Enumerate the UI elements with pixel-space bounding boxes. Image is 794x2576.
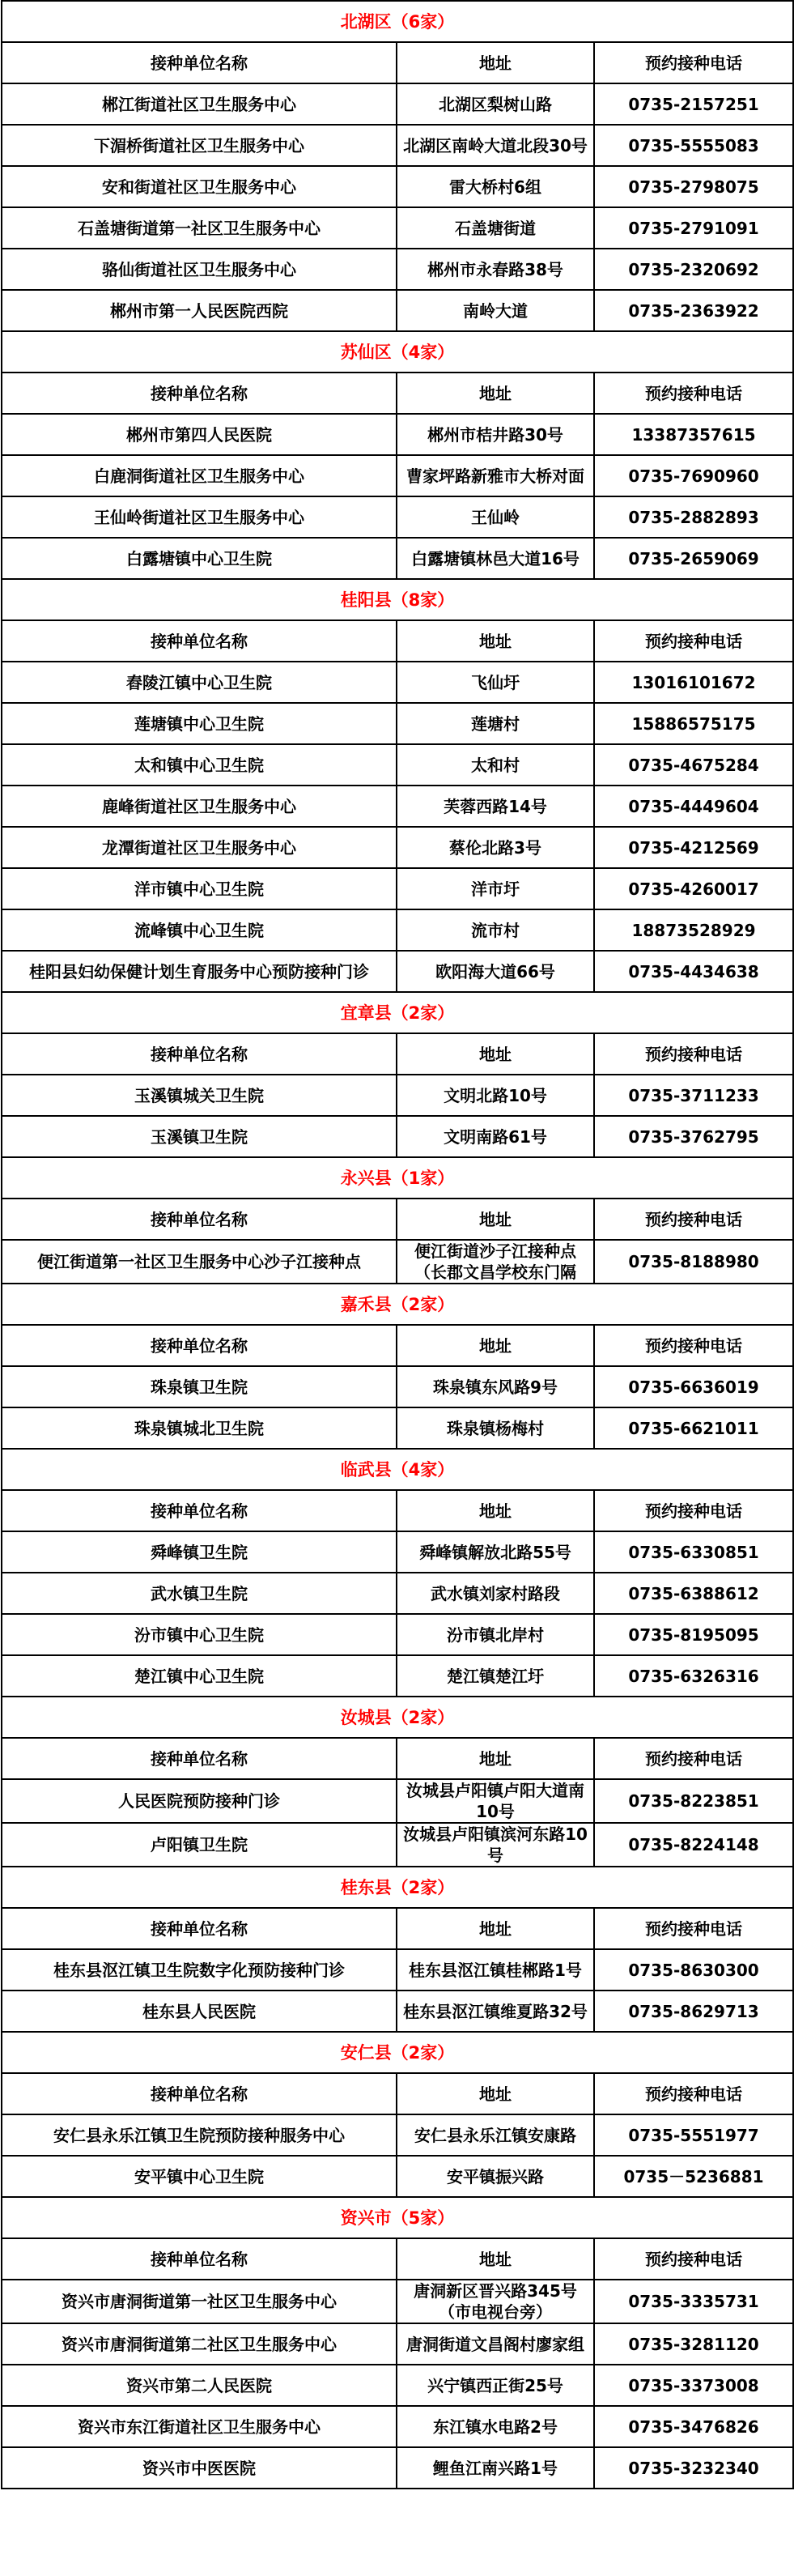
- address-cell: 汾市镇北岸村: [397, 1614, 594, 1655]
- section-title-row: [2, 1449, 793, 1490]
- header-phone: 预约接种电话: [594, 1325, 793, 1366]
- unit-name-cell: 下湄桥街道社区卫生服务中心: [2, 125, 397, 166]
- header-phone: 预约接种电话: [594, 1908, 793, 1949]
- address-cell: 唐洞新区晋兴路345号（市电视台旁）: [397, 2280, 594, 2323]
- header-address: 地址: [397, 620, 594, 662]
- phone-cell: 0735-3335731: [594, 2280, 793, 2323]
- address-cell: 武水镇刘家村路段: [397, 1573, 594, 1614]
- section-title: 北湖区（6家）: [2, 1, 793, 42]
- address-cell: 唐洞街道文昌阁村廖家组: [397, 2323, 594, 2365]
- phone-cell: 0735－5236881: [594, 2156, 793, 2197]
- unit-name-cell: 安仁县永乐江镇卫生院预防接种服务中心: [2, 2114, 397, 2156]
- phone-cell: 0735-8224148: [594, 1823, 793, 1867]
- header-unit: 接种单位名称: [2, 1908, 397, 1949]
- address-cell: 兴宁镇西正街25号: [397, 2365, 594, 2406]
- unit-name-cell: 安和街道社区卫生服务中心: [2, 166, 397, 207]
- section-title: 桂阳县（8家）: [2, 579, 793, 620]
- table-row: [2, 2323, 793, 2365]
- address-cell: 洋市圩: [397, 868, 594, 909]
- unit-name-cell: 舜峰镇卫生院: [2, 1531, 397, 1573]
- header-row: [2, 2073, 793, 2114]
- phone-cell: 13016101672: [594, 662, 793, 703]
- address-cell: 汝城县卢阳镇卢阳大道南10号: [397, 1779, 594, 1823]
- table-row: [2, 1991, 793, 2032]
- unit-name-cell: 便江街道第一社区卫生服务中心沙子江接种点: [2, 1240, 397, 1284]
- address-cell: 欧阳海大道66号: [397, 951, 594, 992]
- unit-name-cell: 石盖塘街道第一社区卫生服务中心: [2, 207, 397, 249]
- phone-cell: 0735-3711233: [594, 1075, 793, 1116]
- unit-name-cell: 资兴市唐洞街道第一社区卫生服务中心: [2, 2280, 397, 2323]
- phone-cell: 0735-6330851: [594, 1531, 793, 1573]
- phone-cell: 0735-3232340: [594, 2447, 793, 2489]
- table-row: [2, 1779, 793, 1823]
- table-row: [2, 1614, 793, 1655]
- phone-cell: 0735-6388612: [594, 1573, 793, 1614]
- address-cell: 珠泉镇杨梅村: [397, 1407, 594, 1449]
- header-address: 地址: [397, 1490, 594, 1531]
- section-title-row: [2, 1, 793, 42]
- address-cell: 珠泉镇东风路9号: [397, 1366, 594, 1407]
- table-row: [2, 2406, 793, 2447]
- header-row: [2, 42, 793, 83]
- table-row: [2, 786, 793, 827]
- unit-name-cell: 卢阳镇卫生院: [2, 1823, 397, 1867]
- header-phone: 预约接种电话: [594, 2238, 793, 2280]
- unit-name-cell: 安平镇中心卫生院: [2, 2156, 397, 2197]
- header-phone: 预约接种电话: [594, 1490, 793, 1531]
- phone-cell: 0735-3762795: [594, 1116, 793, 1157]
- section-title: 资兴市（5家）: [2, 2197, 793, 2238]
- phone-cell: 0735-5555083: [594, 125, 793, 166]
- unit-name-cell: 玉溪镇城关卫生院: [2, 1075, 397, 1116]
- phone-cell: 0735-2157251: [594, 83, 793, 125]
- unit-name-cell: 人民医院预防接种门诊: [2, 1779, 397, 1823]
- header-unit: 接种单位名称: [2, 42, 397, 83]
- header-address: 地址: [397, 42, 594, 83]
- table-row: [2, 83, 793, 125]
- phone-cell: 0735-8195095: [594, 1614, 793, 1655]
- unit-name-cell: 玉溪镇卫生院: [2, 1116, 397, 1157]
- unit-name-cell: 洋市镇中心卫生院: [2, 868, 397, 909]
- header-row: [2, 1033, 793, 1075]
- unit-name-cell: 桂东县人民医院: [2, 1991, 397, 2032]
- table-row: [2, 1407, 793, 1449]
- address-cell: 安仁县永乐江镇安康路: [397, 2114, 594, 2156]
- address-cell: 太和村: [397, 744, 594, 786]
- unit-name-cell: 楚江镇中心卫生院: [2, 1655, 397, 1697]
- table-row: [2, 1075, 793, 1116]
- unit-name-cell: 莲塘镇中心卫生院: [2, 703, 397, 744]
- section-title-row: [2, 1867, 793, 1908]
- header-unit: 接种单位名称: [2, 1490, 397, 1531]
- header-phone: 预约接种电话: [594, 1738, 793, 1779]
- phone-cell: 0735-6636019: [594, 1366, 793, 1407]
- address-cell: 郴州市永春路38号: [397, 249, 594, 290]
- header-unit: 接种单位名称: [2, 1738, 397, 1779]
- phone-cell: 0735-8630300: [594, 1949, 793, 1991]
- header-phone: 预约接种电话: [594, 620, 793, 662]
- table-row: [2, 744, 793, 786]
- section-title: 桂东县（2家）: [2, 1867, 793, 1908]
- unit-name-cell: 太和镇中心卫生院: [2, 744, 397, 786]
- phone-cell: 0735-3476826: [594, 2406, 793, 2447]
- table-row: [2, 1823, 793, 1867]
- header-phone: 预约接种电话: [594, 2073, 793, 2114]
- unit-name-cell: 资兴市第二人民医院: [2, 2365, 397, 2406]
- section-title-row: [2, 1284, 793, 1325]
- table-row: [2, 1240, 793, 1284]
- header-unit: 接种单位名称: [2, 620, 397, 662]
- header-row: [2, 1325, 793, 1366]
- phone-cell: 0735-6326316: [594, 1655, 793, 1697]
- unit-name-cell: 郴州市第四人民医院: [2, 414, 397, 455]
- address-cell: 王仙岭: [397, 496, 594, 538]
- section-title-row: [2, 1697, 793, 1738]
- table-row: [2, 868, 793, 909]
- phone-cell: 0735-5551977: [594, 2114, 793, 2156]
- header-address: 地址: [397, 2238, 594, 2280]
- address-cell: 曹家坪路新雅市大桥对面: [397, 455, 594, 496]
- header-address: 地址: [397, 1738, 594, 1779]
- phone-cell: 0735-4434638: [594, 951, 793, 992]
- phone-cell: 0735-8629713: [594, 1991, 793, 2032]
- phone-cell: 15886575175: [594, 703, 793, 744]
- header-row: [2, 1490, 793, 1531]
- address-cell: 白露塘镇林邑大道16号: [397, 538, 594, 579]
- table-row: [2, 166, 793, 207]
- unit-name-cell: 白露塘镇中心卫生院: [2, 538, 397, 579]
- table-row: [2, 1531, 793, 1573]
- phone-cell: 0735-2882893: [594, 496, 793, 538]
- phone-cell: 0735-8188980: [594, 1240, 793, 1284]
- table-row: [2, 2280, 793, 2323]
- section-title-row: [2, 2032, 793, 2073]
- header-phone: 预约接种电话: [594, 373, 793, 414]
- section-title-row: [2, 331, 793, 373]
- unit-name-cell: 郴江街道社区卫生服务中心: [2, 83, 397, 125]
- address-cell: 北湖区南岭大道北段30号: [397, 125, 594, 166]
- section-title: 汝城县（2家）: [2, 1697, 793, 1738]
- address-cell: 流市村: [397, 909, 594, 951]
- phone-cell: 0735-4675284: [594, 744, 793, 786]
- unit-name-cell: 武水镇卫生院: [2, 1573, 397, 1614]
- table-row: [2, 538, 793, 579]
- address-cell: 莲塘村: [397, 703, 594, 744]
- header-unit: 接种单位名称: [2, 373, 397, 414]
- address-cell: 南岭大道: [397, 290, 594, 331]
- header-row: [2, 1199, 793, 1240]
- address-cell: 石盖塘街道: [397, 207, 594, 249]
- unit-name-cell: 王仙岭街道社区卫生服务中心: [2, 496, 397, 538]
- table-row: [2, 2156, 793, 2197]
- header-phone: 预约接种电话: [594, 42, 793, 83]
- phone-cell: 0735-2320692: [594, 249, 793, 290]
- header-row: [2, 2238, 793, 2280]
- table-row: [2, 1366, 793, 1407]
- unit-name-cell: 流峰镇中心卫生院: [2, 909, 397, 951]
- table-row: [2, 827, 793, 868]
- section-title: 嘉禾县（2家）: [2, 1284, 793, 1325]
- phone-cell: 0735-4449604: [594, 786, 793, 827]
- unit-name-cell: 汾市镇中心卫生院: [2, 1614, 397, 1655]
- table-row: [2, 703, 793, 744]
- phone-cell: 13387357615: [594, 414, 793, 455]
- header-address: 地址: [397, 1325, 594, 1366]
- header-address: 地址: [397, 2073, 594, 2114]
- address-cell: 安平镇振兴路: [397, 2156, 594, 2197]
- header-address: 地址: [397, 1199, 594, 1240]
- section-title-row: [2, 992, 793, 1033]
- table-row: [2, 1573, 793, 1614]
- table-row: [2, 1949, 793, 1991]
- phone-cell: 18873528929: [594, 909, 793, 951]
- unit-name-cell: 资兴市唐洞街道第二社区卫生服务中心: [2, 2323, 397, 2365]
- unit-name-cell: 桂东县沤江镇卫生院数字化预防接种门诊: [2, 1949, 397, 1991]
- section-title-row: [2, 1157, 793, 1199]
- table-row: [2, 2447, 793, 2489]
- header-phone: 预约接种电话: [594, 1199, 793, 1240]
- unit-name-cell: 骆仙街道社区卫生服务中心: [2, 249, 397, 290]
- header-unit: 接种单位名称: [2, 1199, 397, 1240]
- table-row: [2, 951, 793, 992]
- header-unit: 接种单位名称: [2, 1325, 397, 1366]
- address-cell: 桂东县沤江镇桂郴路1号: [397, 1949, 594, 1991]
- address-cell: 文明北路10号: [397, 1075, 594, 1116]
- table-row: [2, 1116, 793, 1157]
- header-phone: 预约接种电话: [594, 1033, 793, 1075]
- phone-cell: 0735-4212569: [594, 827, 793, 868]
- header-row: [2, 1738, 793, 1779]
- address-cell: 蔡伦北路3号: [397, 827, 594, 868]
- unit-name-cell: 珠泉镇城北卫生院: [2, 1407, 397, 1449]
- phone-cell: 0735-3373008: [594, 2365, 793, 2406]
- address-cell: 舜峰镇解放北路55号: [397, 1531, 594, 1573]
- unit-name-cell: 白鹿洞街道社区卫生服务中心: [2, 455, 397, 496]
- section-title-row: [2, 2197, 793, 2238]
- section-title: 宜章县（2家）: [2, 992, 793, 1033]
- header-unit: 接种单位名称: [2, 1033, 397, 1075]
- address-cell: 文明南路61号: [397, 1116, 594, 1157]
- vaccination-sites-table: [1, 0, 794, 2489]
- section-title-row: [2, 579, 793, 620]
- header-address: 地址: [397, 1033, 594, 1075]
- address-cell: 鲤鱼江南兴路1号: [397, 2447, 594, 2489]
- table-row: [2, 207, 793, 249]
- table-row: [2, 414, 793, 455]
- unit-name-cell: 珠泉镇卫生院: [2, 1366, 397, 1407]
- header-row: [2, 1908, 793, 1949]
- table-row: [2, 662, 793, 703]
- address-cell: 桂东县沤江镇维夏路32号: [397, 1991, 594, 2032]
- address-cell: 楚江镇楚江圩: [397, 1655, 594, 1697]
- phone-cell: 0735-3281120: [594, 2323, 793, 2365]
- address-cell: 北湖区梨树山路: [397, 83, 594, 125]
- table-row: [2, 2365, 793, 2406]
- phone-cell: 0735-7690960: [594, 455, 793, 496]
- address-cell: 便江街道沙子江接种点（长郡文昌学校东门隔: [397, 1240, 594, 1284]
- section-title: 临武县（4家）: [2, 1449, 793, 1490]
- section-title: 苏仙区（4家）: [2, 331, 793, 373]
- header-address: 地址: [397, 373, 594, 414]
- table-row: [2, 2114, 793, 2156]
- section-title: 安仁县（2家）: [2, 2032, 793, 2073]
- header-unit: 接种单位名称: [2, 2238, 397, 2280]
- unit-name-cell: 龙潭街道社区卫生服务中心: [2, 827, 397, 868]
- table-row: [2, 455, 793, 496]
- unit-name-cell: 资兴市东江街道社区卫生服务中心: [2, 2406, 397, 2447]
- phone-cell: 0735-2659069: [594, 538, 793, 579]
- unit-name-cell: 鹿峰街道社区卫生服务中心: [2, 786, 397, 827]
- address-cell: 雷大桥村6组: [397, 166, 594, 207]
- header-row: [2, 620, 793, 662]
- table-row: [2, 496, 793, 538]
- unit-name-cell: 郴州市第一人民医院西院: [2, 290, 397, 331]
- table-row: [2, 249, 793, 290]
- address-cell: 郴州市桔井路30号: [397, 414, 594, 455]
- unit-name-cell: 资兴市中医医院: [2, 2447, 397, 2489]
- phone-cell: 0735-2798075: [594, 166, 793, 207]
- table-row: [2, 125, 793, 166]
- table-row: [2, 1655, 793, 1697]
- address-cell: 芙蓉西路14号: [397, 786, 594, 827]
- address-cell: 东江镇水电路2号: [397, 2406, 594, 2447]
- unit-name-cell: 桂阳县妇幼保健计划生育服务中心预防接种门诊: [2, 951, 397, 992]
- address-cell: 飞仙圩: [397, 662, 594, 703]
- header-unit: 接种单位名称: [2, 2073, 397, 2114]
- phone-cell: 0735-6621011: [594, 1407, 793, 1449]
- unit-name-cell: 舂陵江镇中心卫生院: [2, 662, 397, 703]
- address-cell: 汝城县卢阳镇滨河东路10号: [397, 1823, 594, 1867]
- section-title: 永兴县（1家）: [2, 1157, 793, 1199]
- phone-cell: 0735-2791091: [594, 207, 793, 249]
- phone-cell: 0735-2363922: [594, 290, 793, 331]
- phone-cell: 0735-4260017: [594, 868, 793, 909]
- table-row: [2, 290, 793, 331]
- header-address: 地址: [397, 1908, 594, 1949]
- header-row: [2, 373, 793, 414]
- table-row: [2, 909, 793, 951]
- phone-cell: 0735-8223851: [594, 1779, 793, 1823]
